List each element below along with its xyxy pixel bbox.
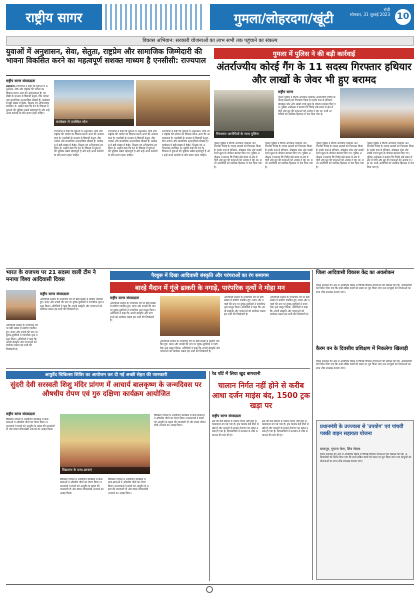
lead-photo-2 bbox=[136, 80, 210, 126]
lead-body-col4: राज्यपाल ने कहा कि युवाओं में अनुशासन, सेवा और राष्ट्रप्रेम की भावना का विकास करना आज की आवश्यकता है। एनसीसी के माध्यम से विद्यार्थी नेतृत्व, टीम भावना और सामाजिक उत्तरदायित्व सीखते हैं। कार्यक्रम में बड़ी संख्या में कैडेट, शिक्षक एवं अभिभावक उपस्थित थे। उन्होंने कहा कि देश के विकास में युवाओं की भूमिका सबसे महत्वपूर्ण है और उन्हें अपने कर्तव्यों के प्रति सजग रहना चाहिए। bbox=[162, 130, 210, 157]
right-box3-body: जिला प्रशासन की ओर से आयोजित बैठक में विभिन्न विकास योजनाओं की समीक्षा की गई। अधिकारियों को निर्देश दिया गया कि सभी लंबित कार्यों को समय पर पूरा किया जाए तथा लाभुकों को योजनाओं का लाभ शीघ्र उपलब्ध कराया जाए। bbox=[320, 453, 412, 463]
police-headline: अंतर्राज्यीय कोरई गैंग के 11 सदस्य गिरफ्तार हथियार और लाखों के जेवर भी हुए बरामद bbox=[216, 62, 412, 86]
lead-body-text: राज्यपाल ने कहा कि युवाओं में अनुशासन, सेवा और राष्ट्रप्रेम की भावना का विकास करना आज की आवश्यकता है। एनसीसी के माध्यम से विद्यार्थी नेतृत्व, टीम भावना और सामाजिक उत्तरदायित्व सीखते हैं। कार्यक्रम में बड़ी संख्या में कैडेट, शिक्षक एवं अभिभावक उपस्थित थे। उन्होंने कहा कि देश के विकास में युवाओं की भूमिका सबसे महत्वपूर्ण है और उन्हें अपने कर्तव्यों के प्रति सजग रहना चाहिए। bbox=[6, 85, 50, 116]
newspaper-logo: राष्ट्रीय सागर bbox=[6, 4, 102, 30]
lead-dateline: लोहरदगा। bbox=[6, 85, 16, 88]
divider bbox=[312, 270, 313, 580]
police-kicker: गुमला में पुलिस ने की बड़ी कार्रवाई bbox=[214, 48, 414, 59]
lead-headline: युवाओं में अनुशासन, सेवा, सेतुता, राष्ट्रप्रेम और सामाजिक जिम्मेदारी की भावना विकसित करने का महत्वपूर्ण सशक्त माध्यम है एनसीसी: राज्यपाल bbox=[6, 47, 206, 65]
photo-caption: गिरफ्तार आरोपियों के साथ पुलिस bbox=[214, 131, 274, 138]
small-byline: राष्ट्रीय सागर संवाददाता bbox=[40, 292, 70, 296]
traffic-headline: चालान निर्गत नहीं होने से करीब आधा दर्जन माइंस बंद, 1500 ट्रक खड़ा पर bbox=[212, 381, 310, 410]
small-body-col2: आदिवासी समाज के पारंपरिक पर्व पर बड़ी संख्या में ग्रामीण एकत्रित हुए। मांदर और नगाड़ों की थाप पर युवक-युवतियों ने पारंपरिक नृत्य प्रस्तुत किया। अतिथियों ने कहा कि अपनी संस्कृति और परंपराओं को संजोकर रखना हम सभी की जिम्मेदारी है। bbox=[6, 324, 38, 351]
police-body-col2: गुमला पुलिस ने विशेष अभियान चलाकर अंतर्राज्यीय गिरोह के ग्यारह सदस्यों को गिरफ्तार किया है। इनके पास से हथियार, मोबाइल फोन और लाखों रुपये मूल्य के जेवरात बरामद किए गए। पुलिस अधीक्षक ने बताया कि गिरोह लंबे समय से क्षेत्र में चोरी और लूट की घटनाओं को अंजाम दे रहा था। सभी आरोपियों को न्यायिक हिरासत में भेज दिया गया है। bbox=[214, 142, 262, 169]
tribal-body-col3: आदिवासी समाज के पारंपरिक पर्व पर बड़ी संख्या में ग्रामीण एकत्रित हुए। मांदर और नगाड़ों की थाप पर युवक-युवतियों ने पारंपरिक नृत्य प्रस्तुत किया। अतिथियों ने कहा कि अपनी संस्कृति और परंपराओं को संजोकर रखना हम सभी की जिम्मेदारी है। bbox=[224, 296, 266, 317]
traffic-kicker: रेड पाॅर्ट में लिया खुद बागवानी bbox=[212, 372, 261, 377]
tribal-body-col1: आदिवासी समाज के पारंपरिक पर्व पर बड़ी संख्या में ग्रामीण एकत्रित हुए। मांदर और नगाड़ों की थाप पर युवक-युवतियों ने पारंपरिक नृत्य प्रस्तुत किया। अतिथियों ने कहा कि अपनी संस्कृति और परंपराओं को संजोकर रखना हम सभी की जिम्मेदारी है। bbox=[110, 302, 156, 323]
police-body-col1: गुमला पुलिस ने विशेष अभियान चलाकर अंतर्राज्यीय गिरोह के ग्यारह सदस्यों को गिरफ्तार किया है। इनके पास से हथियार, मोबाइल फोन और लाखों रुपये मूल्य के जेवरात बरामद किए गए। पुलिस अधीक्षक ने बताया कि गिरोह लंबे समय से क्षेत्र में चोरी और लूट की घटनाओं को अंजाम दे रहा था। सभी आरोपियों को न्यायिक हिरासत में भेज दिया गया है। bbox=[278, 96, 336, 117]
right-box1-body: जिला प्रशासन की ओर से आयोजित बैठक में विभिन्न विकास योजनाओं की समीक्षा की गई। अधिकारियों को निर्देश दिया गया कि सभी लंबित कार्यों को समय पर पूरा किया जाए तथा लाभुकों को योजनाओं का लाभ शीघ्र उपलब्ध कराया जाए। bbox=[316, 284, 412, 294]
small-headline: भारत के राजपथ पर 21 सदस्य वाली टीम ने मनाया विश्व आदिवासी दिवस bbox=[6, 270, 96, 283]
masthead-pattern bbox=[105, 4, 205, 30]
lead-byline: राष्ट्रीय सागर संवाददाता bbox=[6, 79, 36, 83]
small-photo bbox=[6, 290, 36, 320]
tribal-body-col4: आदिवासी समाज के पारंपरिक पर्व पर बड़ी संख्या में ग्रामीण एकत्रित हुए। मांदर और नगाड़ों की थाप पर युवक-युवतियों ने पारंपरिक नृत्य प्रस्तुत किया। अतिथियों ने कहा कि अपनी संस्कृति और परंपराओं को संजोकर रखना हम सभी की जिम्मेदारी है। bbox=[270, 296, 310, 317]
tribal-photo bbox=[160, 296, 220, 336]
school-body-col1: विद्यालय परिसर में आयोजित कार्यक्रम में छात्र-छात्राओं ने औषधीय पौधों का रोपण किया। प्रधानाचार्य ने बच्चों को आयुर्वेद के महत्व की जानकारी दी और स्वस्थ जीवनशैली अपनाने का आग्रह किया। bbox=[6, 418, 55, 432]
lead-photo-1 bbox=[54, 80, 134, 126]
school-body-col4: विद्यालय परिसर में आयोजित कार्यक्रम में छात्र-छात्राओं ने औषधीय पौधों का रोपण किया। प्रधानाचार्य ने बच्चों को आयुर्वेद के महत्व की जानकारी दी और स्वस्थ जीवनशैली अपनाने का आग्रह किया। bbox=[154, 414, 206, 428]
right-box1-head: जिला आदिवासी विकास केंद्र का अवलोकन bbox=[316, 270, 395, 276]
right-box3-sub: बाकपुर, गुमला केस, शिव सेवक bbox=[320, 447, 361, 451]
traffic-byline: राष्ट्रीय सागर संवाददाता bbox=[212, 414, 242, 418]
school-photo bbox=[60, 414, 150, 474]
school-body-col3: विद्यालय परिसर में आयोजित कार्यक्रम में छात्र-छात्राओं ने औषधीय पौधों का रोपण किया। प्रधानाचार्य ने बच्चों को आयुर्वेद के महत्व की जानकारी दी और स्वस्थ जीवनशैली अपनाने का आग्रह किया। bbox=[108, 478, 149, 495]
page-footer bbox=[6, 584, 414, 592]
tribal-byline: राष्ट्रीय सागर संवाददाता bbox=[110, 296, 140, 300]
small-body: आदिवासी समाज के पारंपरिक पर्व पर बड़ी संख्या में ग्रामीण एकत्रित हुए। मांदर और नगाड़ों की थाप पर युवक-युवतियों ने पारंपरिक नृत्य प्रस्तुत किया। अतिथियों ने कहा कि अपनी संस्कृति और परंपराओं को संजोकर रखना हम सभी की जिम्मेदारी है। bbox=[40, 298, 105, 312]
tribal-body-col2: आदिवासी समाज के पारंपरिक पर्व पर बड़ी संख्या में ग्रामीण एकत्रित हुए। मांदर और नगाड़ों की थाप पर युवक-युवतियों ने पारंपरिक नृत्य प्रस्तुत किया। अतिथियों ने कहा कि अपनी संस्कृति और परंपराओं को संजोकर रखना हम सभी की जिम्मेदारी है। bbox=[160, 340, 220, 354]
police-byline: राष्ट्रीय सागर bbox=[278, 90, 294, 94]
city-label: रांची bbox=[383, 7, 390, 12]
traffic-body-col1: क्षेत्र की कई खदानों में चालान निर्गत नहीं होने से कामकाज ठप पड़ गया है। ट्रक चालक कई दिनों से खड़े हैं और मजदूरों के सामने रोजगार का संकट उत्पन्न हो गया है। व्यवसायियों ने प्रशासन से शीघ्र समाधान की मांग की है। bbox=[212, 420, 259, 437]
school-body-col2: विद्यालय परिसर में आयोजित कार्यक्रम में छात्र-छात्राओं ने औषधीय पौधों का रोपण किया। प्रधानाचार्य ने बच्चों को आयुर्वेद के महत्व की जानकारी दी और स्वस्थ जीवनशैली अपनाने का आग्रह किया। bbox=[60, 478, 104, 495]
police-photo bbox=[214, 90, 274, 138]
lead-body-col1 bbox=[6, 85, 50, 265]
masthead bbox=[0, 0, 420, 36]
section-banner bbox=[210, 4, 414, 30]
right-box3-head: प्रधानमंत्री के उज्ज्वला से 'उपयोग' एवं पांचवीं पक्की वाहन सहायता योजना bbox=[320, 424, 404, 437]
divider bbox=[209, 371, 210, 581]
lead-body-col3: राज्यपाल ने कहा कि युवाओं में अनुशासन, सेवा और राष्ट्रप्रेम की भावना का विकास करना आज की आवश्यकता है। एनसीसी के माध्यम से विद्यार्थी नेतृत्व, टीम भावना और सामाजिक उत्तरदायित्व सीखते हैं। कार्यक्रम में बड़ी संख्या में कैडेट, शिक्षक एवं अभिभावक उपस्थित थे। उन्होंने कहा कि देश के विकास में युवाओं की भूमिका सबसे महत्वपूर्ण है और उन्हें अपने कर्तव्यों के प्रति सजग रहना चाहिए। bbox=[108, 130, 158, 157]
divider bbox=[6, 75, 210, 76]
tribal-headline: बारहे मैदान में गूंजे ढाकरी के नगाड़े, पारंपरिक नृत्यों ने मोहा मन bbox=[110, 282, 310, 293]
photo-caption: विद्यालय के छात्र-छात्राएं bbox=[60, 467, 150, 474]
page-number: 10 bbox=[395, 9, 411, 25]
section-title: गुमला/लोहरदगा/खूंटी bbox=[234, 12, 334, 27]
police-body-col4: गुमला पुलिस ने विशेष अभियान चलाकर अंतर्राज्यीय गिरोह के ग्यारह सदस्यों को गिरफ्तार किया है। इनके पास से हथियार, मोबाइल फोन और लाखों रुपये मूल्य के जेवरात बरामद किए गए। पुलिस अधीक्षक ने बताया कि गिरोह लंबे समय से क्षेत्र में चोरी और लूट की घटनाओं को अंजाम दे रहा था। सभी आरोपियों को न्यायिक हिरासत में भेज दिया गया है। bbox=[316, 142, 364, 169]
dateline-box bbox=[350, 7, 390, 17]
footer-ornament bbox=[206, 586, 213, 593]
school-headline: सुंदरी देवी सरस्वती शिशु मंदिर प्रांगण में आचार्य बालकृष्ण के जन्मदिवस पर औषधीय रोपण एवं गुरु दक्षिणा कार्यक्रम आयोजित bbox=[10, 381, 202, 398]
right-box2-head: कैरम वन के दिवसीय प्रशिक्षण में निकलेगा खिलाड़ी bbox=[316, 346, 408, 352]
police-body-col3: गुमला पुलिस ने विशेष अभियान चलाकर अंतर्राज्यीय गिरोह के ग्यारह सदस्यों को गिरफ्तार किया है। इनके पास से हथियार, मोबाइल फोन और लाखों रुपये मूल्य के जेवरात बरामद किए गए। पुलिस अधीक्षक ने बताया कि गिरोह लंबे समय से क्षेत्र में चोरी और लूट की घटनाओं को अंजाम दे रहा था। सभी आरोपियों को न्यायिक हिरासत में भेज दिया गया है। bbox=[265, 142, 313, 169]
police-body-col5: गुमला पुलिस ने विशेष अभियान चलाकर अंतर्राज्यीय गिरोह के ग्यारह सदस्यों को गिरफ्तार किया है। इनके पास से हथियार, मोबाइल फोन और लाखों रुपये मूल्य के जेवरात बरामद किए गए। पुलिस अधीक्षक ने बताया कि गिरोह लंबे समय से क्षेत्र में चोरी और लूट की घटनाओं को अंजाम दे रहा था। सभी आरोपियों को न्यायिक हिरासत में भेज दिया गया है। bbox=[367, 142, 414, 169]
school-byline: राष्ट्रीय सागर संवाददाता bbox=[6, 412, 36, 416]
lead-body-col2: राज्यपाल ने कहा कि युवाओं में अनुशासन, सेवा और राष्ट्रप्रेम की भावना का विकास करना आज की आवश्यकता है। एनसीसी के माध्यम से विद्यार्थी नेतृत्व, टीम भावना और सामाजिक उत्तरदायित्व सीखते हैं। कार्यक्रम में बड़ी संख्या में कैडेट, शिक्षक एवं अभिभावक उपस्थित थे। उन्होंने कहा कि देश के विकास में युवाओं की भूमिका सबसे महत्वपूर्ण है और उन्हें अपने कर्तव्यों के प्रति सजग रहना चाहिए। bbox=[54, 130, 104, 157]
right-box3 bbox=[316, 420, 414, 580]
traffic-body-col2: क्षेत्र की कई खदानों में चालान निर्गत नहीं होने से कामकाज ठप पड़ गया है। ट्रक चालक कई दिनों से खड़े हैं और मजदूरों के सामने रोजगार का संकट उत्पन्न हो गया है। व्यवसायियों ने प्रशासन से शीघ्र समाधान की मांग की है। bbox=[262, 420, 309, 437]
right-box2-body: जिला प्रशासन की ओर से आयोजित बैठक में विभिन्न विकास योजनाओं की समीक्षा की गई। अधिकारियों को निर्देश दिया गया कि सभी लंबित कार्यों को समय पर पूरा किया जाए तथा लाभुकों को योजनाओं का लाभ शीघ्र उपलब्ध कराया जाए। bbox=[316, 360, 412, 370]
photo-caption: कार्यक्रम में उपस्थित लोग bbox=[54, 119, 134, 126]
divider bbox=[6, 368, 310, 369]
police-photo-2 bbox=[340, 88, 414, 138]
tribal-bar: पैरबुरू में दिखा आदिवासी संस्कृति और परंपराओं का रंग समागम bbox=[110, 271, 310, 280]
divider bbox=[6, 268, 414, 269]
issue-date: सोमवार, 31 जुलाई 2023 bbox=[349, 12, 390, 17]
school-bar: आयुर्वेद चिकित्सा शिविर का आयोजन कर दी गई अच्छी सेहत की जानकारी bbox=[6, 371, 206, 379]
top-strip: विकास अभियान: सरकारी योजनाओं का लाभ सभी तक पहुंचाने का संकल्प bbox=[6, 36, 414, 46]
